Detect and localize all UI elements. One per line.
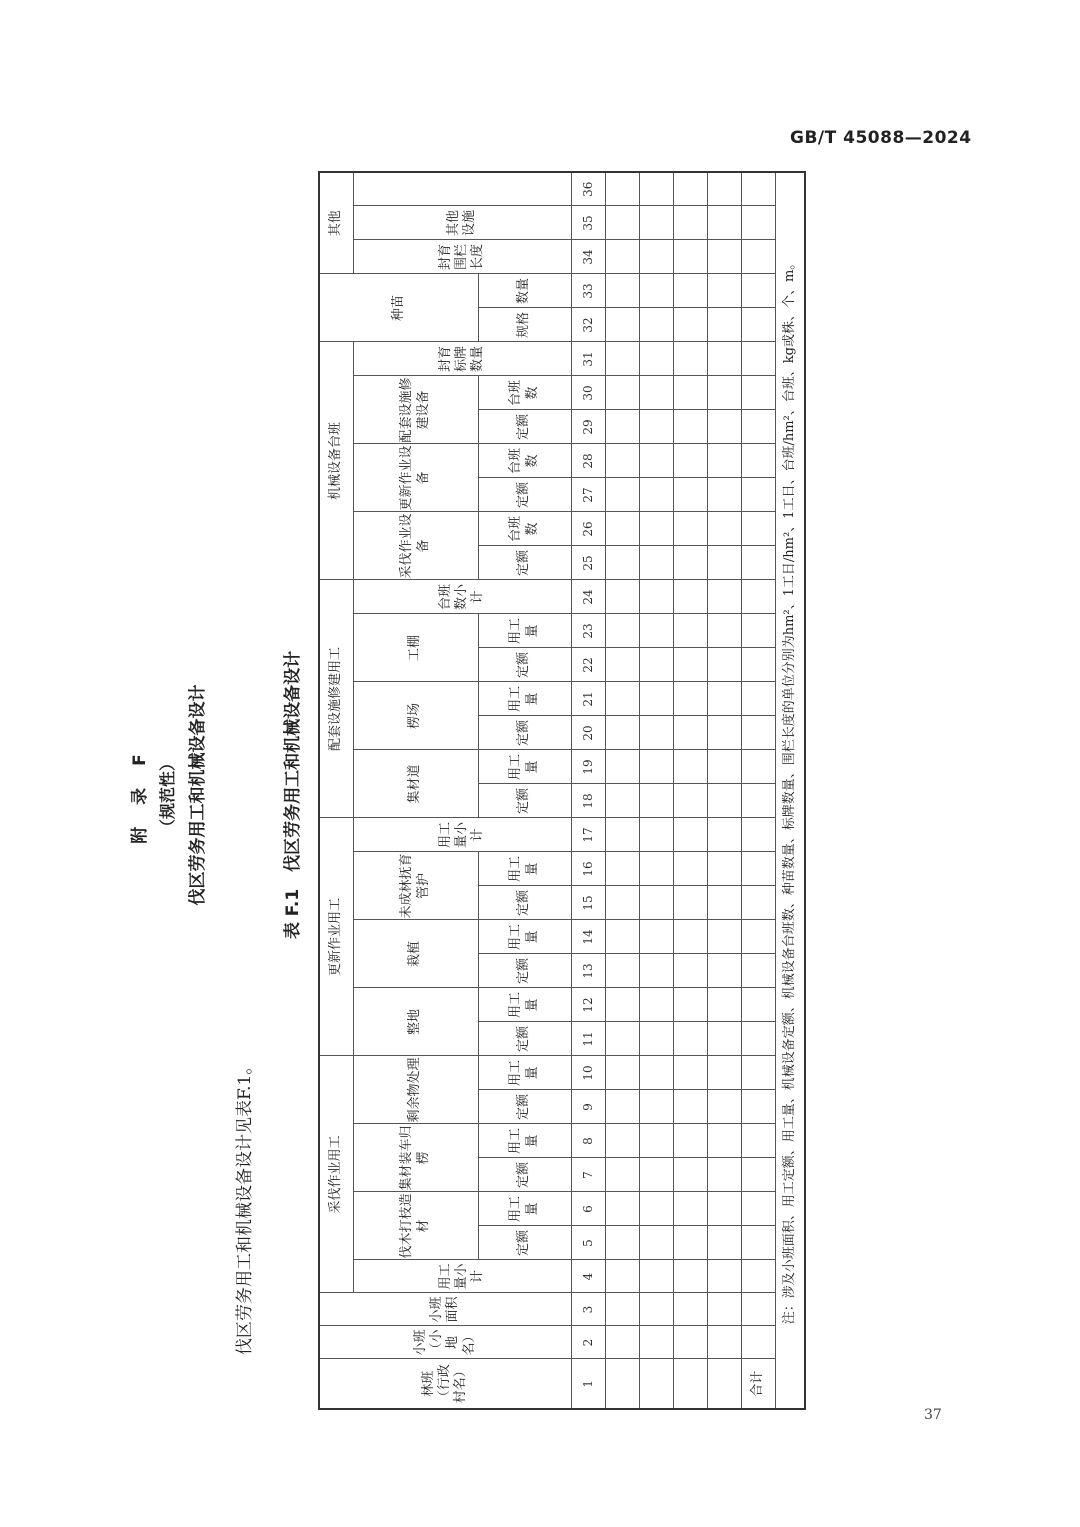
appendix-title: 附 录 F [130,746,150,844]
table-cell [673,920,707,954]
table-cell [673,410,707,444]
header-shift-count: 台班数 [478,376,571,410]
table-cell [639,614,673,648]
table-cell [605,206,639,240]
table-cell [707,410,741,444]
total-cell [741,988,775,1022]
table-cell [673,342,707,376]
table-cell [605,1124,639,1158]
table-cell [639,240,673,274]
column-number: 20 [571,716,605,750]
column-number: 12 [571,988,605,1022]
column-number: 22 [571,648,605,682]
column-number: 30 [571,376,605,410]
table-cell [707,546,741,580]
table-cell [707,614,741,648]
table-cell [707,512,741,546]
data-row-empty [605,172,639,1409]
table-cell [673,172,707,206]
table-cell [673,1158,707,1192]
table-cell [673,818,707,852]
table-cell [707,172,741,206]
total-cell [741,1293,775,1326]
table-cell [639,716,673,750]
total-label: 合计 [741,1359,775,1409]
header-group-machine: 机械设备台班 [319,342,353,580]
header-group-renew: 更新作业用工 [319,818,353,1056]
header-labor: 用工量 [478,1192,571,1226]
total-cell [741,852,775,886]
table-cell [605,954,639,988]
table-cell [707,818,741,852]
table-cell [673,886,707,920]
table-cell [673,512,707,546]
header-skid-road: 集材道 [353,750,478,818]
table-cell [707,1359,741,1409]
total-cell [741,920,775,954]
table-cell [605,478,639,512]
appendix-name: 伐区劳务用工和机械设备设计 [188,684,208,906]
column-number: 5 [571,1226,605,1260]
header-marker-qty: 封育标牌数量 [353,342,571,376]
total-cell [741,512,775,546]
table-cell [605,1293,639,1326]
total-cell [741,784,775,818]
table-cell [639,308,673,342]
total-cell [741,1022,775,1056]
column-number: 17 [571,818,605,852]
table-cell [605,682,639,716]
table-cell [605,274,639,308]
column-number: 23 [571,614,605,648]
table-cell [639,172,673,206]
table-cell [639,546,673,580]
table-cell [639,988,673,1022]
table-cell [707,1226,741,1260]
total-cell [741,954,775,988]
header-quota: 定额 [478,784,571,818]
header-landing: 楞场 [353,682,478,750]
table-cell [639,682,673,716]
table-cell [639,1124,673,1158]
data-row-empty [707,172,741,1409]
table-cell [605,1056,639,1090]
table-cell [639,206,673,240]
header-labor: 用工量 [478,852,571,886]
table-cell [707,1326,741,1359]
column-number: 25 [571,546,605,580]
data-row-empty [673,172,707,1409]
table-cell [673,1192,707,1226]
data-row-empty [639,172,673,1409]
labor-equipment-table [318,171,806,1410]
table-cell [673,274,707,308]
header-shift-count: 台班数 [478,444,571,478]
table-cell [639,818,673,852]
column-number: 2 [571,1326,605,1359]
total-cell [741,206,775,240]
column-number: 31 [571,342,605,376]
table-cell [605,716,639,750]
total-cell [741,750,775,784]
header-group-other: 其他 [319,172,353,274]
table-cell [639,750,673,784]
table-cell [639,784,673,818]
table-cell [605,342,639,376]
table-cell [639,1293,673,1326]
total-cell [741,1260,775,1293]
header-quota: 定额 [478,716,571,750]
table-cell [673,444,707,478]
table-cell [707,1124,741,1158]
table-cell [673,580,707,614]
total-cell [741,1056,775,1090]
header-labor: 用工量 [478,682,571,716]
table-cell [673,954,707,988]
table-cell [639,1260,673,1293]
table-cell [639,1192,673,1226]
table-cell [707,954,741,988]
column-number: 13 [571,954,605,988]
table-cell [605,648,639,682]
header-group-seedling: 种苗 [319,274,478,342]
table-cell [673,546,707,580]
table-cell [605,240,639,274]
table-cell [605,886,639,920]
table-cell [605,308,639,342]
header-machine-total: 台班数小计 [353,580,571,614]
total-cell [741,342,775,376]
table-cell [639,1158,673,1192]
table-cell [639,512,673,546]
table-cell [707,682,741,716]
table-cell [605,1326,639,1359]
header-m-support: 配套设施修建设备 [353,376,478,444]
column-number: 1 [571,1359,605,1409]
total-cell [741,444,775,478]
column-number: 15 [571,886,605,920]
table-cell [605,1359,639,1409]
header-shed: 工棚 [353,614,478,682]
header-quota: 定额 [478,954,571,988]
total-cell [741,886,775,920]
table-cell [673,750,707,784]
table-cell [639,1056,673,1090]
total-cell [741,580,775,614]
header-labor: 用工量 [478,1056,571,1090]
column-number: 29 [571,410,605,444]
header-felling: 伐木打枝造材 [353,1192,478,1260]
table-cell [605,1192,639,1226]
table-cell [707,240,741,274]
header-labor: 用工量 [478,614,571,648]
column-number: 11 [571,1022,605,1056]
column-number: 18 [571,784,605,818]
table-cell [707,342,741,376]
table-cell [605,988,639,1022]
appendix-subtitle: （规范性） [158,755,177,836]
total-cell [741,1326,775,1359]
table-cell [639,1022,673,1056]
table-cell [707,750,741,784]
table-cell [605,1158,639,1192]
table-cell [605,750,639,784]
table-cell [605,784,639,818]
table-cell [639,274,673,308]
column-number: 32 [571,308,605,342]
column-number: 3 [571,1293,605,1326]
table-cell [707,648,741,682]
table-cell [639,444,673,478]
table-cell [639,1359,673,1409]
table-cell [673,614,707,648]
table-cell [605,852,639,886]
table-cell [605,580,639,614]
table-cell [673,240,707,274]
table-cell [707,1022,741,1056]
header-subtotal-labor-cutting: 用工量小计 [353,1260,571,1293]
rotated-page-content [110,170,950,1420]
column-number: 35 [571,206,605,240]
table-cell [605,512,639,546]
column-number: 34 [571,240,605,274]
table-cell [605,818,639,852]
table-cell [673,648,707,682]
table-cell [673,308,707,342]
header-shift-count: 台班数 [478,512,571,546]
table-cell [707,206,741,240]
column-number-row [571,172,605,1409]
table-cell [707,376,741,410]
header-labor: 用工量 [478,920,571,954]
header-tending: 未成林抚育管护 [353,852,478,920]
table-cell [673,1056,707,1090]
table-cell [707,308,741,342]
table-cell [605,546,639,580]
table-cell [605,172,639,206]
header-m-cutting: 采伐作业设备 [353,512,478,580]
table-cell [639,478,673,512]
total-cell [741,274,775,308]
page-number: 37 [924,1407,942,1423]
table-cell [673,1090,707,1124]
table-cell [605,1022,639,1056]
header-other-facilities: 其他设施 [353,206,571,240]
header-residue: 剩余物处理 [353,1056,478,1124]
header-quota: 定额 [478,1022,571,1056]
column-number: 8 [571,1124,605,1158]
total-cell [741,410,775,444]
table-cell [639,954,673,988]
table-cell [673,1359,707,1409]
total-cell [741,1226,775,1260]
table-cell [673,682,707,716]
total-cell [741,614,775,648]
total-cell [741,1192,775,1226]
total-cell [741,682,775,716]
column-number: 7 [571,1158,605,1192]
column-number: 6 [571,1192,605,1226]
column-number: 24 [571,580,605,614]
header-labor: 用工量 [478,988,571,1022]
table-cell [639,342,673,376]
table-cell [639,920,673,954]
table-cell [639,376,673,410]
standard-code: GB/T 45088—2024 [790,128,972,148]
table-cell [707,784,741,818]
header-quota: 定额 [478,546,571,580]
header-spec: 规格 [478,308,571,342]
table-cell [707,444,741,478]
table-cell [673,1226,707,1260]
header-m-renew: 更新作业设备 [353,444,478,512]
table-cell [707,1192,741,1226]
total-cell [741,716,775,750]
header-forest-class: 林班（行政村名） [319,1359,571,1409]
header-labor: 用工量 [478,1124,571,1158]
header-quota: 定额 [478,410,571,444]
total-cell [741,648,775,682]
header-quota: 定额 [478,1158,571,1192]
total-cell [741,308,775,342]
column-number: 10 [571,1056,605,1090]
table-cell [707,1293,741,1326]
table-cell [673,1022,707,1056]
header-quota: 定额 [478,648,571,682]
header-quota: 定额 [478,478,571,512]
header-subtotal-labor-support: 用工量小计 [353,818,571,852]
total-cell [741,376,775,410]
total-cell [741,546,775,580]
column-number: 33 [571,274,605,308]
header-labor: 用工量 [478,750,571,784]
column-number: 14 [571,920,605,954]
table-cell [605,614,639,648]
table-cell [605,376,639,410]
table-cell [639,1226,673,1260]
table-cell [707,274,741,308]
table-cell [605,1226,639,1260]
total-cell [741,240,775,274]
table-cell [707,1260,741,1293]
table-cell [639,852,673,886]
total-cell [741,172,775,206]
table-cell [673,988,707,1022]
intro-text: 伐区劳务用工和机械设备设计见表F.1。 [235,1057,255,1355]
table-cell [673,784,707,818]
total-cell [741,818,775,852]
table-cell [639,1326,673,1359]
header-sub-area: 小班面积 [319,1293,571,1326]
header-site-prep: 整地 [353,988,478,1056]
column-number: 27 [571,478,605,512]
table-cell [673,716,707,750]
table-cell [673,206,707,240]
total-cell [741,478,775,512]
total-row [741,172,775,1409]
column-number: 28 [571,444,605,478]
table-cell [673,852,707,886]
total-cell [741,1090,775,1124]
table-cell [707,1056,741,1090]
header-quota: 定额 [478,1226,571,1260]
header-qty: 数量 [478,274,571,308]
table-cell [605,920,639,954]
table-cell [707,886,741,920]
table-caption: 表 F.1 伐区劳务用工和机械设备设计 [283,650,303,940]
table-cell [673,1326,707,1359]
header-group-cutting: 采伐作业用工 [319,1056,353,1293]
table-cell [605,444,639,478]
header-collect: 集材装车归楞 [353,1124,478,1192]
header-quota: 定额 [478,886,571,920]
total-cell [741,1124,775,1158]
column-number: 16 [571,852,605,886]
table-cell [673,1124,707,1158]
table-cell [673,478,707,512]
table-cell [707,988,741,1022]
table-cell [707,920,741,954]
table-cell [605,410,639,444]
table-cell [673,1293,707,1326]
table-cell [707,1090,741,1124]
header-sub-class: 小班（小地名） [319,1326,571,1359]
table-cell [707,852,741,886]
column-number: 19 [571,750,605,784]
column-number: 9 [571,1090,605,1124]
column-number: 36 [571,172,605,206]
table-cell [605,1260,639,1293]
column-number: 21 [571,682,605,716]
table-cell [707,478,741,512]
table-cell [639,886,673,920]
header-group-support: 配套设施修建用工 [319,580,353,818]
total-cell [741,1158,775,1192]
table-cell [707,716,741,750]
column-number: 26 [571,512,605,546]
table-cell [639,1090,673,1124]
header-fence-len: 封育围栏长度 [353,240,571,274]
header-planting: 栽植 [353,920,478,988]
table-cell [673,1260,707,1293]
table-cell [639,410,673,444]
table-cell [707,1158,741,1192]
table-cell [639,648,673,682]
table-cell [639,580,673,614]
table-cell [707,580,741,614]
table-note: 注：涉及小班面积、用工定额、用工量、机械设备定额、机械设备台班数、种苗数量、标牌数量、围栏长度的单位分别为hm²、1工日/hm²、1工日、台班/hm²、台班、kg或株、个、m。 [775,172,805,1409]
header-quota: 定额 [478,1090,571,1124]
table-cell [605,1090,639,1124]
column-number: 4 [571,1260,605,1293]
table-cell [673,376,707,410]
